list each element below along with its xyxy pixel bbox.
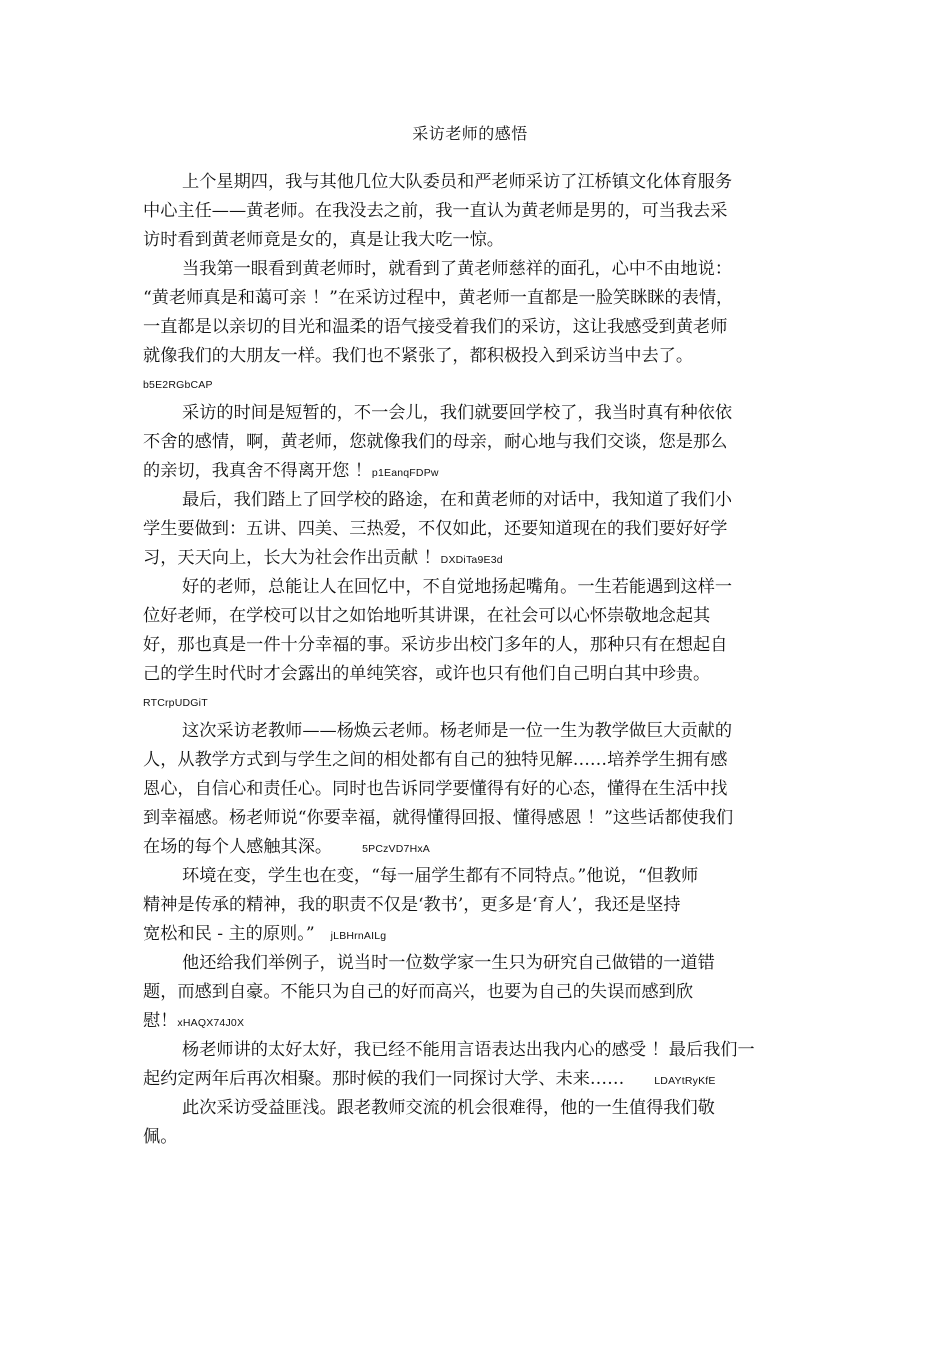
- doc-code: p1EanqFDPw: [371, 467, 439, 479]
- paragraph-text: 起约定两年后再次相聚。那时候的我们一同探讨大学、未来……: [143, 1069, 625, 1089]
- paragraph-line: [143, 1067, 716, 1093]
- paragraph-line: 人，从教学方式到与学生之间的相处都有自己的独特见解……培养学生拥有感: [143, 750, 728, 770]
- paragraph-line: 恩心，自信心和责任心。同时也告诉同学要懂得有好的心态，懂得在生活中找: [143, 779, 728, 799]
- paragraph-text: 慰！: [143, 1011, 178, 1031]
- paragraph-line: 己的学生时代时才会露出的单纯笑容，或许也只有他们自己明白其中珍贵。: [143, 664, 711, 684]
- doc-code: jLBHrnAILg: [330, 930, 387, 942]
- document-title: 采访老师的感悟: [412, 124, 528, 143]
- doc-code: b5E2RGbCAP: [143, 379, 213, 391]
- paragraph-line: 到幸福感。杨老师说“你要幸福，就得懂得回报、懂得感恩 ！”这些话都使我们: [143, 808, 734, 828]
- paragraph-line: 精神是传承的精神，我的职责不仅是‘教书’，更多是‘育人’，我还是坚持: [143, 895, 681, 915]
- paragraph-line: 这次采访老教师——杨焕云老师。杨老师是一位一生为教学做巨大贡献的: [182, 721, 733, 741]
- paragraph-line: 环境在变，学生也在变，“每一届学生都有不同特点。”他说，“但教师: [182, 866, 699, 886]
- doc-code: DXDiTa9E3d: [440, 554, 503, 566]
- doc-code: 5PCzVD7HxA: [362, 843, 431, 855]
- doc-code: LDAYtRyKfE: [654, 1075, 716, 1087]
- paragraph-line: 好的老师，总能让人在回忆中，不自觉地扬起嘴角。一生若能遇到这样一: [182, 577, 733, 597]
- paragraph-line: 最后，我们踏上了回学校的路途，在和黄老师的对话中，我知道了我们小: [182, 490, 733, 510]
- paragraph-line: [143, 1009, 244, 1035]
- paragraph-line: 他还给我们举例子，说当时一位数学家一生只为研究自己做错的一道错: [182, 953, 715, 973]
- paragraph-line: “黄老师真是和蔼可亲 ！”在采访过程中，黄老师一直都是一脸笑眯眯的表情，: [143, 288, 734, 308]
- paragraph-line: [143, 459, 439, 485]
- paragraph-line: 位好老师，在学校可以甘之如饴地听其讲课，在社会可以心怀崇敬地念起其: [143, 606, 711, 626]
- paragraph-line: [143, 922, 386, 948]
- paragraph-text: 的亲切，我真舍不得离开您 ！: [143, 461, 372, 481]
- paragraph-line: 就像我们的大朋友一样。我们也不紧张了，都积极投入到采访当中去了。: [143, 346, 694, 366]
- paragraph-line: 好，那也真是一件十分幸福的事。采访步出校门多年的人，那种只有在想起自: [143, 635, 728, 655]
- paragraph-line: 此次采访受益匪浅。跟老教师交流的机会很难得，他的一生值得我们敬: [182, 1098, 715, 1118]
- paragraph-line: 访时看到黄老师竟是女的，真是让我大吃一惊。: [143, 230, 504, 250]
- paragraph-line: 佩。: [143, 1127, 178, 1147]
- doc-code: RTCrpUDGiT: [143, 697, 208, 709]
- paragraph-text: 习，天天向上，长大为社会作出贡献 ！: [143, 548, 441, 568]
- paragraph-line: 上个星期四，我与其他几位大队委员和严老师采访了江桥镇文化体育服务: [182, 172, 733, 192]
- paragraph-text: 宽松和民 - 主的原则。”: [143, 924, 315, 944]
- paragraph-line: 学生要做到：五讲、四美、三热爱，不仅如此，还要知道现在的我们要好好学: [143, 519, 728, 539]
- paragraph-line: 一直都是以亲切的目光和温柔的语气接受着我们的采访，这让我感受到黄老师: [143, 317, 728, 337]
- paragraph-line: [143, 835, 430, 861]
- paragraph-line: 采访的时间是短暂的，不一会儿，我们就要回学校了，我当时真有种依依: [182, 403, 733, 423]
- paragraph-line: [143, 546, 503, 572]
- paragraph-text: 在场的每个人感触其深。: [143, 837, 333, 857]
- paragraph-line: 中心主任——黄老师。在我没去之前，我一直认为黄老师是男的，可当我去采: [143, 201, 728, 221]
- paragraph-line: 题，而感到自豪。不能只为自己的好而高兴，也要为自己的失误而感到欣: [143, 982, 694, 1002]
- paragraph-line: 当我第一眼看到黄老师时，就看到了黄老师慈祥的面孔，心中不由地说：: [182, 259, 733, 279]
- doc-code: xHAQX74J0X: [177, 1017, 245, 1029]
- paragraph-line: 不舍的感情，啊，黄老师，您就像我们的母亲，耐心地与我们交谈，您是那么: [143, 432, 728, 452]
- paragraph-line: 杨老师讲的太好太好，我已经不能用言语表达出我内心的感受 ！最后我们一: [182, 1040, 755, 1060]
